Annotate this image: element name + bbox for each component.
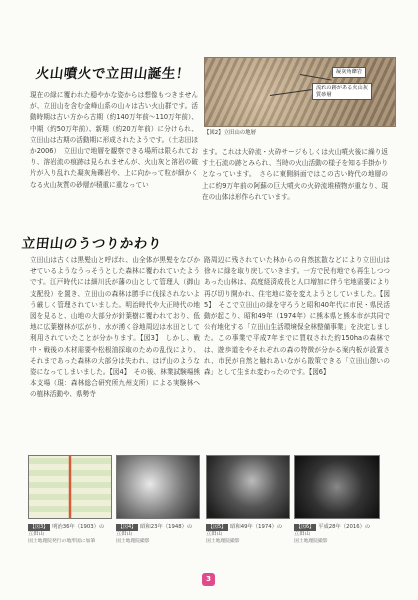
section2-body-left: 立田山は古くは黒髪山と呼ばれ、山全体が黒髪をなびかせているようなうっそうとした森林に覆われていたようです。江戸時代には細川氏が藩の山として管理人（御山支配役）を置き、立田山の森林は勝手に伐採されないよう厳しく管理されていました。明治時代や大正時代の地図を見ると、山地の大部分が針葉樹に覆われており、低地に広葉樹林が広がり、水が湧く谷地周辺は水田として利用されていたことが分かります。【図3】 しかし、戦中・戦後の木材需要や松根油採取のための乱伐により、それまであった森林の大部分は失われ、はげ山のような姿になってしまいました。【図4】 その後、林業試験場熊本支場（現：森林総合研究所九州支所）による実験林への植林活動や、県勢寺 <box>30 256 200 399</box>
figure-caption <box>28 524 108 545</box>
figure-source: 国土地理院撮影 <box>116 539 150 544</box>
figure-source: 国土地理院発行の地形図に加筆 <box>28 539 96 544</box>
figure-caption <box>294 524 374 545</box>
figure-source: 国土地理院撮影 <box>206 539 240 544</box>
section1-body: 現在の緑に覆われた穏やかな姿からは想像もつきませんが、立田山を含む金峰山系の山々は古い火山群です。活動時期は古い方から古期（約140万年前〜110万年前）、中期（約50万年前）、新期（約20万年前）に分けられ、立田山は古期の活動期に形成されたようです。（土志田ほか2006） 立田山で地層を観察できる場所は限られており、溶岩流の痕跡は見られませんが、火山灰と溶岩の破片が入り乱れた凝灰角礫岩や、上に向かって粒が細かくなる火山灰質の砂層が積重に重なってい <box>30 91 198 189</box>
section2-title: 立田山のうつりかわり <box>20 236 163 252</box>
figure-number: 【図3】 <box>30 524 49 530</box>
photo-caption: 【図2】立田山の地層 <box>204 130 256 136</box>
figure-caption <box>206 524 286 545</box>
figure-caption-text: 平成28年（2016）の立田山 <box>294 524 371 537</box>
map-1903-image <box>28 455 112 519</box>
section1-title: 火山噴火で立田山誕生！ <box>34 66 191 82</box>
section2-body-right: 路周辺に残されていた林からの自然拡散などにより立田山は徐々に緑を取り戻していきます。一方で民有地でも再生しつつあった山林は、高度経済成長と人口増加に伴う宅地需要により再び切り開かれ、住宅地に姿を変えようとしていました。【図5】 そこで立田山の緑を守ろうと昭和40年代に市民・県民活動が起こり、昭和49年（1974年）に熊本県と熊本市が共同で公有地化する「立田山生活環境保全林整備事業」を決定しました。この事業で平成7年までに買収された約150haの森林では、遊歩道をやそれぞれの森の特徴が分かる案内板が設置され、市民が自然と触れあいながら散策できる「立田山憩いの森」として生まれ変わったのです。【図6】 <box>204 256 390 377</box>
figure-caption-text: 明治36年（1903）の立田山 <box>28 524 105 537</box>
figure-number: 【図4】 <box>118 524 137 530</box>
figure-source: 国土地理院撮影 <box>294 539 328 544</box>
figure-caption-text: 昭和49年（1974）の立田山 <box>206 524 283 537</box>
page-number: 3 <box>202 573 215 586</box>
section1-body-continued: ます。これは大砕流・火砕サージもしくは火山噴火後に繰り返す土石流の跡とみられ、当時の火山活動の様子を知る手掛かりとなっています。 さらに東側斜面ではこの古い時代の地層の上に約9万年前の阿蘇の巨大噴火の火砕流堆積物が重なり、現在の山体は形作られています。 <box>202 148 388 201</box>
figure-caption-text: 昭和23年（1948）の立田山 <box>116 524 193 537</box>
aerial-1948-image <box>116 455 200 519</box>
aerial-2016-image <box>294 455 380 519</box>
photo-label-breccia: 凝灰角礫岩 <box>332 67 366 78</box>
photo-label-ash-sand: 流れの跡がある火山灰質砂層 <box>312 83 372 100</box>
figure-caption <box>116 524 196 545</box>
figure-number: 【図6】 <box>296 524 315 530</box>
aerial-1974-image <box>206 455 290 519</box>
figure-number: 【図5】 <box>208 524 227 530</box>
